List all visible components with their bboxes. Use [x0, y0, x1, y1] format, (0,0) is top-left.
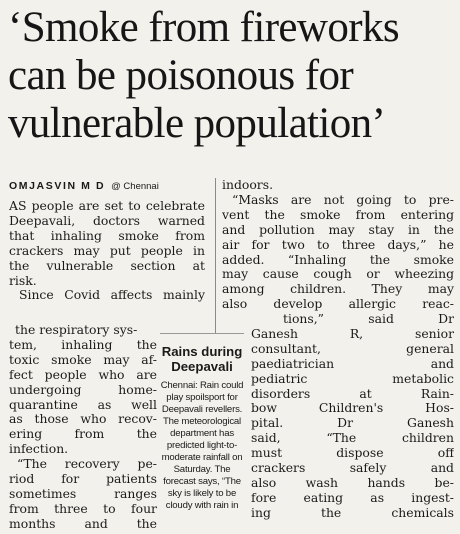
body-line: Since Covid affects mainly: [19, 288, 205, 303]
body-line: undergoing home-: [9, 382, 157, 397]
sidebar-body-line: moderate rainfall on: [161, 452, 243, 463]
body-line: Deepavali, doctors warned: [9, 213, 205, 228]
byline-author: OMJASVIN M D: [9, 180, 106, 192]
body-line: disorders at Rain-: [251, 386, 454, 401]
body-line: pediatric metabolic: [251, 371, 454, 386]
body-line: infection.: [9, 442, 69, 457]
article-column-2: [222, 178, 454, 312]
sidebar-body-line: predicted light-to-: [166, 440, 238, 451]
body-line: “The recovery pe-: [17, 457, 157, 472]
body-line: the vulnerable section at: [9, 258, 205, 273]
body-line: indoors.: [222, 178, 274, 192]
body-line: must dispose off: [251, 446, 454, 461]
body-line: consultant, general: [251, 341, 454, 356]
body-line: months and the: [9, 516, 157, 531]
body-line: tions,” said Dr: [283, 312, 454, 326]
body-line: ering from the: [9, 427, 157, 442]
sidebar-body-line: play spoilsport for: [166, 392, 238, 403]
body-line: air for two to three days,” he: [222, 237, 454, 252]
article-column-2-narrow: [251, 312, 454, 521]
sidebar-body-line: cloudy with rain in: [165, 500, 239, 511]
sidebar-box-rains: [160, 333, 244, 534]
body-line: pital. Dr Ganesh: [251, 416, 454, 431]
body-line: Ganesh R, senior: [251, 326, 454, 341]
body-line: that inhaling smoke from: [9, 228, 205, 243]
body-line: crackers may put people in: [9, 243, 205, 258]
body-line: risk.: [9, 273, 37, 288]
sidebar-body-line: department has: [170, 428, 234, 439]
headline-line: vulnerable population’: [8, 100, 386, 147]
sidebar-body-line: Saturday. The: [173, 464, 231, 475]
article-column-1-narrow: [9, 323, 157, 532]
body-line: toxic smoke may af-: [9, 352, 157, 367]
body-line: tem, inhaling the: [9, 337, 157, 352]
body-line: among children. They may: [222, 282, 454, 297]
body-line: “Masks are not going to pre-: [232, 192, 454, 207]
body-line: fore eating as ingest-: [251, 490, 454, 505]
body-line: said, “The children: [251, 431, 454, 446]
body-line: also develop allergic reac-: [222, 297, 454, 312]
body-line: fect people who are: [9, 367, 157, 382]
body-line: added. “Inhaling the smoke: [222, 252, 454, 267]
body-line: paediatrician and: [251, 356, 454, 371]
body-line: sometimes ranges: [9, 486, 157, 501]
sidebar-body-line: sky is likely to be: [167, 488, 237, 499]
body-line: the respiratory sys-: [15, 323, 138, 337]
body-line: also wash hands be-: [251, 475, 454, 490]
body-line: crackers safely and: [251, 461, 454, 476]
sidebar-body: [160, 380, 244, 512]
byline-place: @ Chennai: [111, 181, 159, 192]
body-line: quarantine as well: [9, 397, 157, 412]
body-line: bow Children's Hos-: [251, 401, 454, 416]
article-column-1: [9, 199, 205, 303]
body-line: as those who recov-: [9, 412, 157, 427]
byline: [9, 180, 159, 192]
body-line: may cause cough or wheezing: [222, 267, 454, 282]
body-line: vent the smoke from entering: [222, 207, 454, 222]
body-line: ing the chemicals: [251, 505, 454, 520]
sidebar-title-line: Deepavali: [171, 359, 233, 374]
body-line: from three to four: [9, 501, 157, 516]
sidebar-body-line: The meteorological: [163, 416, 241, 427]
sidebar-title: [160, 344, 244, 374]
headline-line: can be poisonous for: [8, 52, 354, 99]
headline-line: ‘Smoke from fireworks: [8, 4, 400, 51]
body-line: AS people are set to celebrate: [9, 199, 205, 213]
headline: [8, 4, 456, 148]
body-line: riod for patients: [9, 472, 157, 487]
sidebar-title-line: Rains during: [161, 344, 243, 359]
sidebar-body-line: Chennai: Rain could: [160, 380, 244, 391]
sidebar-body-line: forecast says, “The: [163, 476, 241, 487]
body-line: and pollution may stay in the: [222, 222, 454, 237]
sidebar-body-line: Deepavali revellers.: [161, 404, 243, 415]
